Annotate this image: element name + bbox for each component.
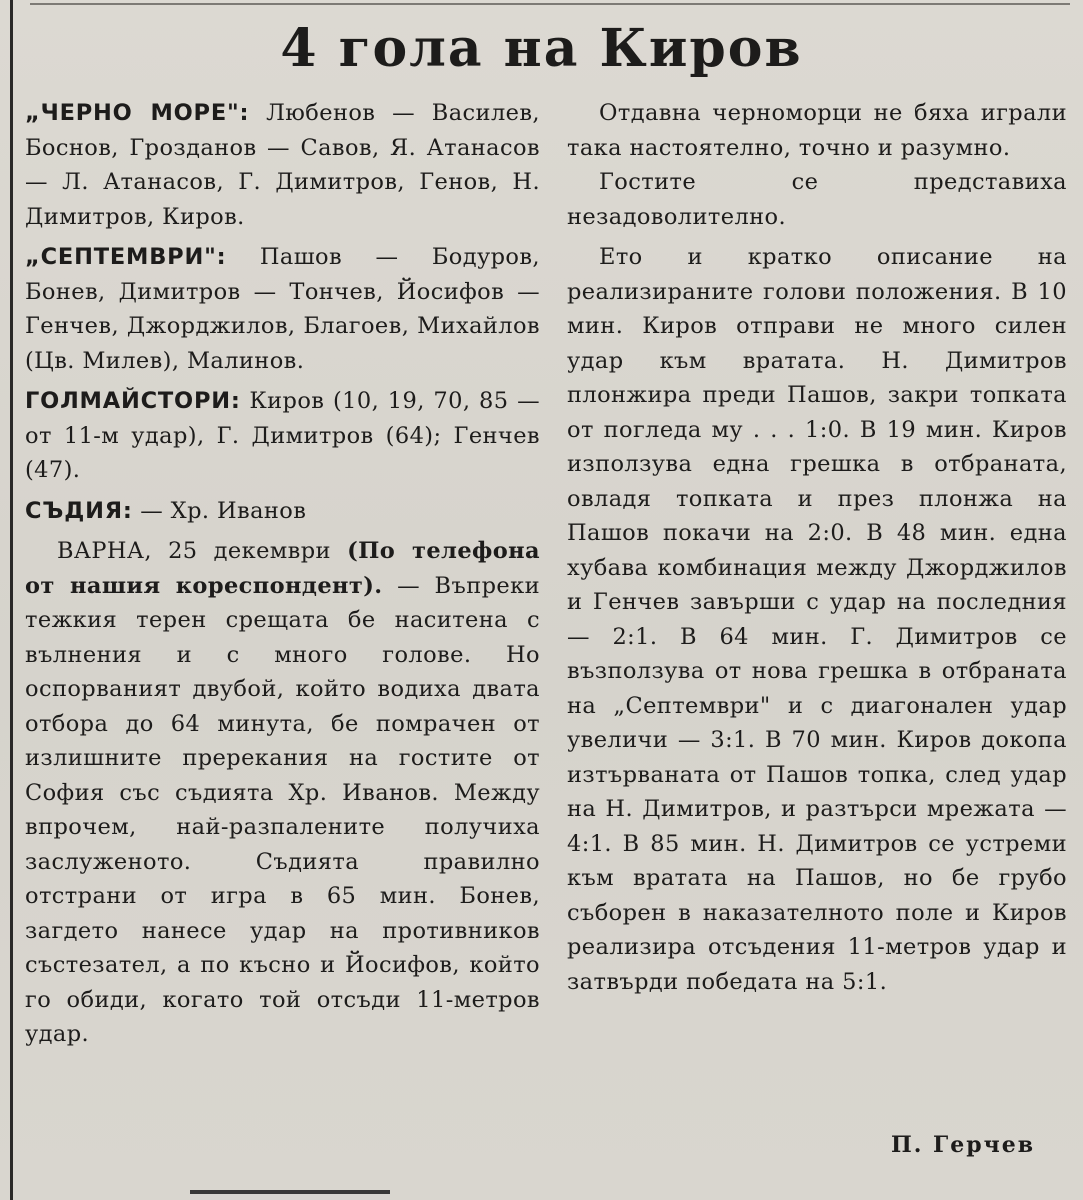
team-name-away: „СЕПТЕМВРИ": (25, 244, 227, 270)
team-name-home: „ЧЕРНО МОРЕ": (25, 100, 250, 126)
headline: 4 гола на Киров (280, 18, 803, 79)
referee-label: СЪДИЯ: (25, 497, 133, 524)
scorers-label: ГОЛМАЙСТОРИ: (25, 388, 241, 414)
dateline-place: ВАРНА, (57, 538, 152, 564)
dateline-source: (По телефона от нашия кореспондент). (25, 538, 540, 599)
body-left-text: — Въпреки тежкия терен срещата бе наситена с вълнения и с много голове. Но оспорваният двубой, който водиха двата отбора до 64 минута, бе помрачен от излишните пререкания на гостите от София със съдията Хр. Иванов. Между впрочем, най-разпалените получиха заслуженото. Съдията правилно отстрани от игра в 65 мин. Бонев, загдето нанесе удар на противников състезател, а по късно и Йосифов, който го обиди, когато той отсъди 11-метров удар. (25, 572, 540, 1047)
players-away: Пашов — Бодуров, Бонев, Димитров — Тончев, Йосифов — Генчев, Джорджилов, Благоев, Михайлов (Цв. Милев), Малинов. (25, 244, 540, 374)
paragraph: Отдавна черноморци не бяха играли така настоятелно, точно и разумно. (567, 100, 1067, 161)
referee (25, 494, 540, 529)
bottom-rule (190, 1190, 390, 1194)
players-home: Любенов — Василев, Боснов, Грозданов — Савов, Я. Атанасов — Л. Атанасов, Г. Димитров, Генов, Н. Димитров, Киров. (25, 100, 540, 230)
scorers (25, 384, 540, 488)
left-column (25, 96, 540, 1052)
paragraph: Гостите се представиха незадоволително. (567, 169, 1067, 230)
referee-text: — Хр. Иванов (140, 497, 307, 524)
lineup-away (25, 240, 540, 378)
column-rule (10, 0, 13, 1200)
top-rule (30, 3, 1070, 5)
lineup-home (25, 96, 540, 234)
body-left (25, 534, 540, 1052)
scorers-text: Киров (10, 19, 70, 85 — от 11-м удар), Г. Димитров (64); Генчев (47). (25, 388, 540, 483)
right-column (567, 96, 1067, 999)
dateline-date: 25 декември (168, 538, 331, 564)
paragraph: Ето и кратко описание на реализираните голови положения. В 10 мин. Киров отправи не много силен удар към вратата. Н. Димитров плонжира преди Пашов, закри топката от погледа му . . . 1:0. В 19 мин. Киров използува една грешка в отбраната, овладя топката и през плонжа на Пашов покачи на 2:0. В 48 мин. една хубава комбинация между Джорджилов и Генчев завърши с удар на последния — 2:1. В 64 мин. Г. Димитров се възползува от нова грешка в отбраната на „Септември" и с диагонален удар увеличи — 3:1. В 70 мин. Киров докопа изтърваната от Пашов топка, след удар на Н. Димитров, и разтърси мрежата — 4:1. В 85 мин. Н. Димитров се устреми към вратата на Пашов, но бе грубо съборен в наказателното поле и Киров реализира отсъдения 11-метров удар и затвърди победата на 5:1. (567, 244, 1067, 995)
author-signature: П. Герчев (890, 1132, 1035, 1158)
